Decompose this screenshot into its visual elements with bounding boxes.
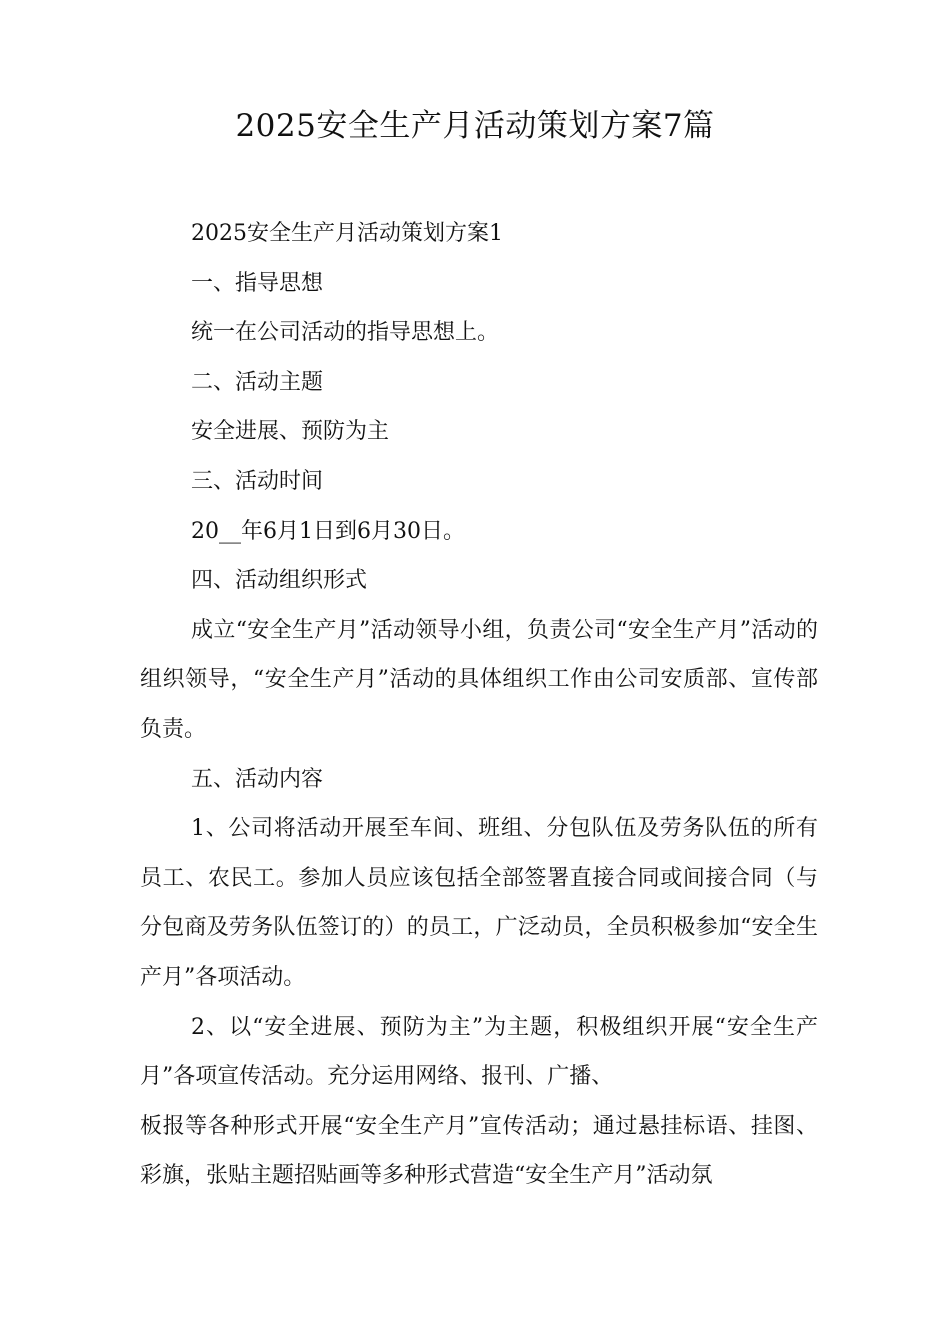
paragraph: 20__年6月1日到6月30日。 <box>191 518 465 544</box>
section-heading: 一、指导思想 <box>191 270 324 296</box>
paragraph: 成立“安全生产月”活动领导小组，负责公司“安全生产月”活动的组织领导，“安全生产月”活动的具体组织工作由公司安质部、宣传部负责。 <box>140 617 818 742</box>
paragraph: 2、以“安全进展、预防为主”为主题，积极组织开展“安全生产月”各项宣传活动。充分运用网络、报刊、广播、 <box>140 1014 818 1090</box>
document-body <box>140 209 818 1201</box>
paragraph: 统一在公司活动的指导思想上。 <box>191 320 500 346</box>
section-heading: 三、活动时间 <box>191 468 324 494</box>
paragraph: 1、公司将活动开展至车间、班组、分包队伍及劳务队伍的所有员工、农民工。参加人员应该包括全部签署直接合同或间接合同（与分包商及劳务队伍签订的）的员工，广泛动员，全员积极参加“安全生产月”各项活动。 <box>140 816 818 990</box>
section-heading: 2025安全生产月活动策划方案1 <box>191 221 503 246</box>
section-heading: 四、活动组织形式 <box>191 568 368 594</box>
paragraph: 板报等各种形式开展“安全生产月”宣传活动；通过悬挂标语、挂图、彩旗，张贴主题招贴画等多种形式营造“安全生产月”活动氛 <box>140 1113 818 1189</box>
section-heading: 五、活动内容 <box>191 766 324 792</box>
document-title: 2025安全生产月活动策划方案7篇 <box>235 108 715 144</box>
section-heading: 二、活动主题 <box>191 369 324 395</box>
paragraph: 安全进展、预防为主 <box>191 419 390 445</box>
